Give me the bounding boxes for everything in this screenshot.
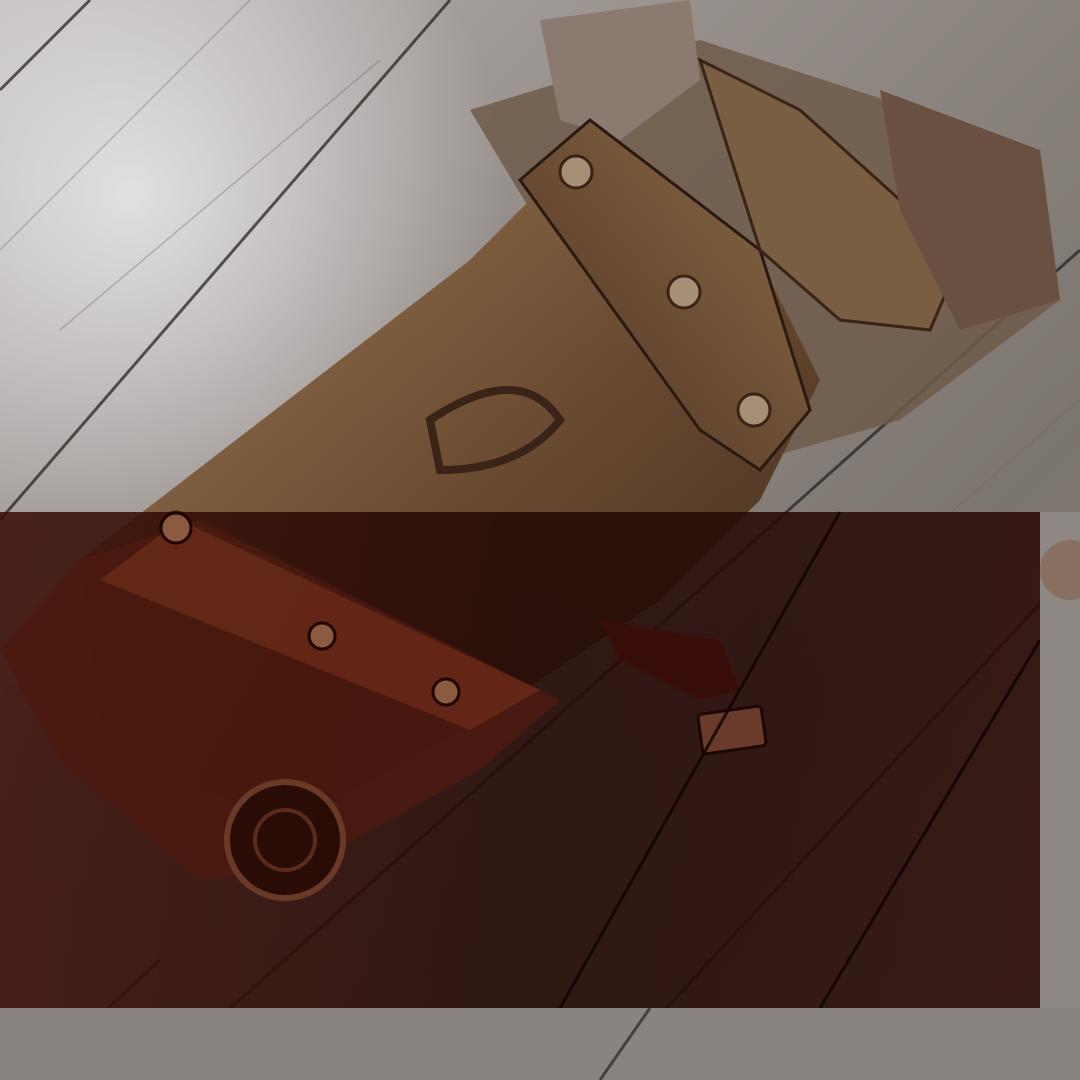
rivet <box>738 394 770 426</box>
rivet <box>433 679 459 705</box>
round-medallion <box>227 782 343 898</box>
rivet <box>668 276 700 308</box>
rivet <box>161 513 191 543</box>
rivet <box>309 623 335 649</box>
rivet <box>560 156 592 188</box>
floor-bottom-strip <box>0 1008 1080 1080</box>
